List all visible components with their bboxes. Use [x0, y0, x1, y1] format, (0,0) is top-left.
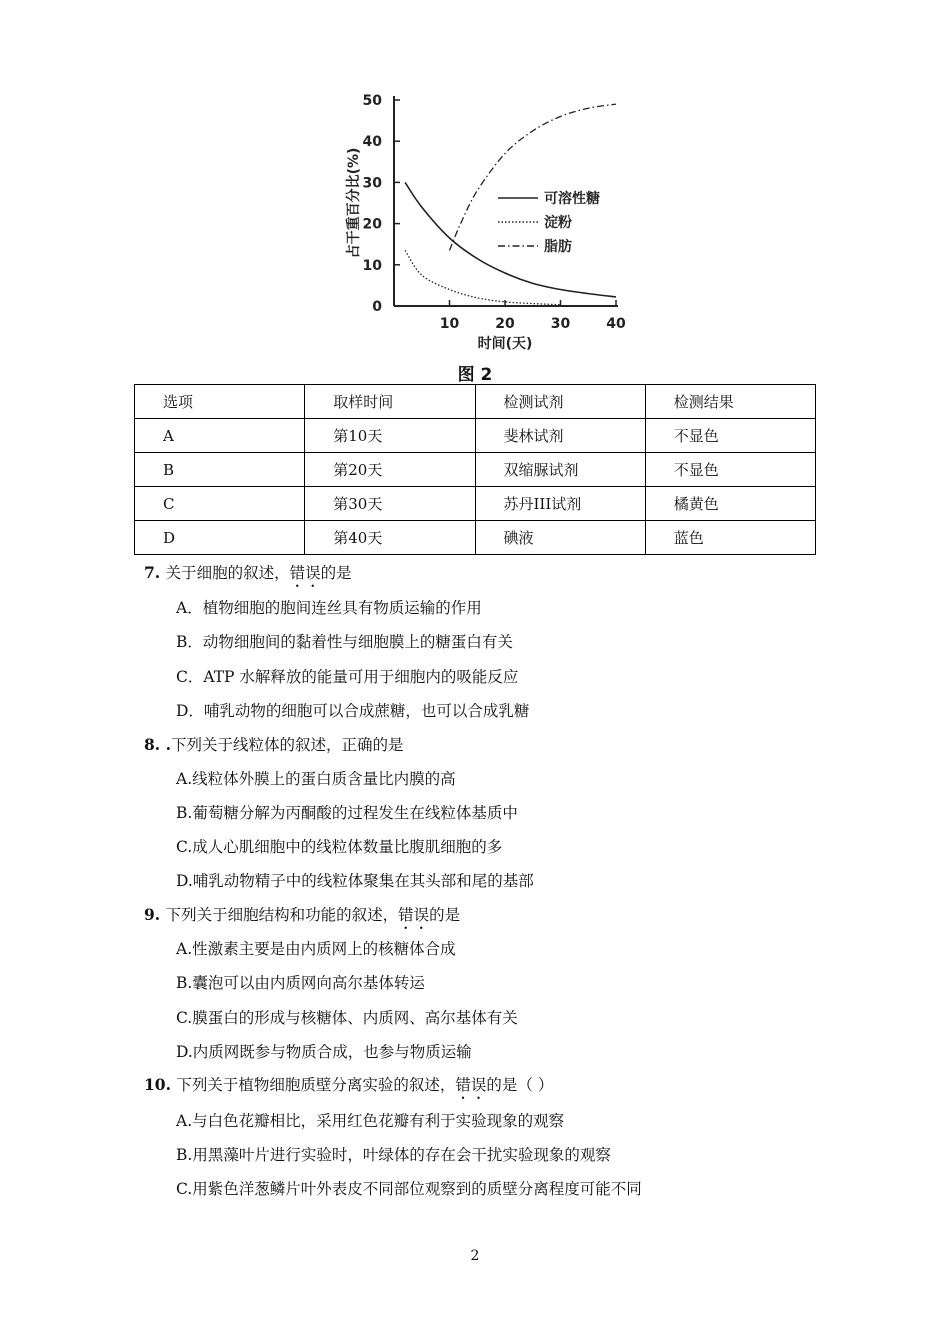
question-text: 的是	[429, 906, 461, 924]
table-cell: 斐林试剂	[475, 419, 645, 453]
x-axis-label: 时间(天)	[477, 336, 533, 352]
question-stem	[144, 563, 352, 591]
series-line-3	[450, 104, 617, 250]
y-tick-label: 30	[362, 175, 382, 192]
answer-option: D.内质网既参与物质合成，也参与物质运输	[176, 1043, 472, 1061]
question-number: 8. .	[144, 735, 171, 754]
table-cell: 第20天	[305, 453, 475, 487]
figure-caption: 图 2	[457, 365, 493, 385]
table-row	[135, 453, 816, 487]
page-number: 2	[470, 1248, 480, 1264]
answer-option: A.线粒体外膜上的蛋白质含量比内膜的高	[176, 770, 456, 788]
question-number: 10.	[144, 1075, 177, 1094]
series-line-2	[405, 250, 560, 304]
table-header-cell: 取样时间	[305, 385, 475, 419]
answer-option: C．ATP 水解释放的能量可用于细胞内的吸能反应	[176, 668, 519, 686]
answer-option: D．哺乳动物的细胞可以合成蔗糖，也可以合成乳糖	[176, 702, 530, 720]
table-cell: A	[135, 419, 305, 453]
y-tick-label: 10	[362, 257, 382, 274]
chart-ticks	[363, 93, 626, 332]
table-cell: 不显色	[645, 453, 815, 487]
answer-option: B.葡萄糖分解为丙酮酸的过程发生在线粒体基质中	[176, 804, 518, 822]
answer-option: B.囊泡可以由内质网向高尔基体转运	[176, 974, 425, 992]
table-row	[135, 419, 816, 453]
question-text: 下列关于线粒体的叙述，正确的是	[170, 736, 404, 754]
table-cell: 第30天	[305, 487, 475, 521]
question-text: 下列关于细胞结构和功能的叙述，	[165, 906, 399, 924]
y-tick-label: 40	[362, 134, 382, 151]
answer-option: D.哺乳动物精子中的线粒体聚集在其头部和尾的基部	[176, 872, 534, 890]
table-cell: 第40天	[305, 521, 475, 555]
table-cell: B	[135, 453, 305, 487]
table-cell: 双缩脲试剂	[475, 453, 645, 487]
emphasized-word: 错误	[289, 564, 321, 582]
answer-option: B.用黑藻叶片进行实验时，叶绿体的存在会干扰实验现象的观察	[176, 1146, 611, 1164]
question-stem	[144, 1075, 553, 1103]
question-number: 9.	[144, 905, 166, 924]
question-number: 7.	[144, 563, 166, 582]
x-tick-label: 10	[439, 316, 460, 332]
table-row	[135, 487, 816, 521]
table-cell: 第10天	[305, 419, 475, 453]
x-tick-label: 20	[495, 316, 515, 332]
table-cell: C	[135, 487, 305, 521]
answer-option: C.用紫色洋葱鳞片叶外表皮不同部位观察到的质壁分离程度可能不同	[176, 1180, 642, 1198]
question-text: 关于细胞的叙述，	[165, 564, 290, 582]
answer-option: C.膜蛋白的形成与核糖体、内质网、高尔基体有关	[176, 1009, 518, 1027]
answer-option: B．动物细胞间的黏着性与细胞膜上的糖蛋白有关	[176, 633, 513, 651]
table-header-cell: 选项	[135, 385, 305, 419]
table-cell: 碘液	[475, 521, 645, 555]
answer-option: C.成人心肌细胞中的线粒体数量比腹肌细胞的多	[176, 838, 503, 856]
emphasized-word: 错误	[455, 1076, 487, 1094]
table-cell: 橘黄色	[645, 487, 815, 521]
table-cell: 苏丹III试剂	[475, 487, 645, 521]
table-header-cell: 检测结果	[645, 385, 815, 419]
table-cell: 不显色	[645, 419, 815, 453]
y-tick-label: 50	[362, 93, 382, 109]
answer-option: A.性激素主要是由内质网上的核糖体合成	[176, 940, 456, 958]
question-stem	[144, 905, 460, 933]
question-text: 的是（ ）	[486, 1076, 554, 1094]
legend-label: 可溶性糖	[544, 191, 600, 207]
legend-label: 脂肪	[544, 239, 572, 255]
question-text: 的是	[320, 564, 352, 582]
table-header-row	[135, 385, 816, 419]
figure-2-chart	[340, 88, 640, 358]
y-tick-label: 20	[362, 216, 382, 233]
chart-legend	[498, 190, 600, 255]
table-cell: D	[135, 521, 305, 555]
answer-option: A．植物细胞的胞间连丝具有物质运输的作用	[176, 599, 482, 617]
y-tick-label: 0	[372, 299, 382, 315]
answer-option: A.与白色花瓣相比，采用红色花瓣有利于实验现象的观察	[176, 1112, 565, 1130]
table-header-cell: 检测试剂	[475, 385, 645, 419]
x-tick-label: 40	[606, 316, 626, 332]
options-table	[134, 384, 816, 555]
question-text: 下列关于植物细胞质壁分离实验的叙述，	[176, 1076, 456, 1094]
table-row	[135, 521, 816, 555]
legend-label: 淀粉	[544, 215, 572, 231]
emphasized-word: 错误	[398, 906, 430, 924]
question-stem	[144, 735, 404, 755]
x-tick-label: 30	[550, 316, 571, 332]
y-axis-label: 占干重百分比(%)	[346, 147, 362, 259]
table-cell: 蓝色	[645, 521, 815, 555]
